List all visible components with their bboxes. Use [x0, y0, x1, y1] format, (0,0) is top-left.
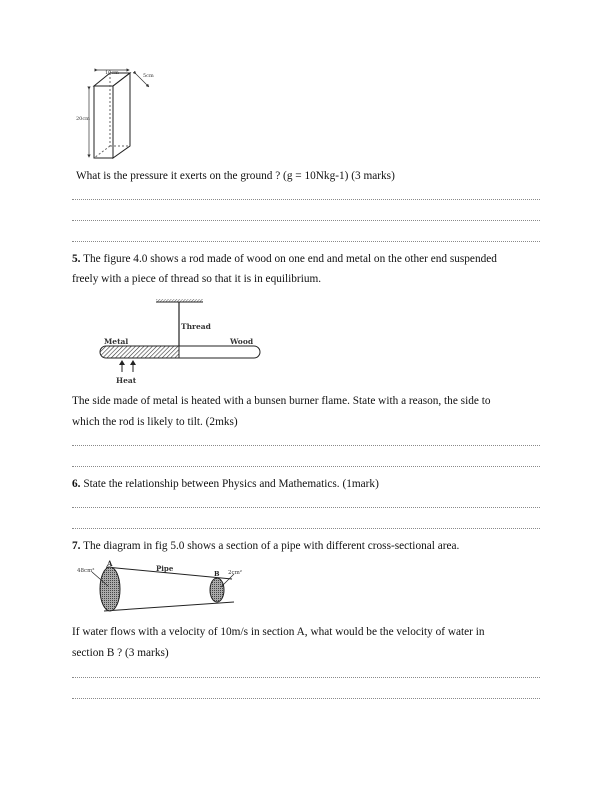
q6-number: 6.: [72, 478, 81, 490]
label-pipe: Pipe: [156, 564, 174, 573]
label-thread: Thread: [181, 322, 211, 331]
section-b: [210, 578, 224, 602]
q7-prompt-line2: section B ? (3 marks): [72, 647, 169, 659]
q7-number: 7.: [72, 540, 81, 552]
label-heat: Heat: [116, 376, 137, 385]
label-depth: 5cm: [143, 73, 154, 79]
rod-figure: [92, 296, 267, 388]
box-side-face: [113, 73, 130, 158]
box-figure: [72, 68, 167, 168]
answer-line[interactable]: [72, 677, 540, 678]
label-wood: Wood: [230, 337, 254, 346]
answer-line[interactable]: [72, 528, 540, 529]
label-width: 10cm: [105, 70, 119, 76]
q4-prompt: What is the pressure it exerts on the ground ? (g = 10Nkg-1) (3 marks): [76, 170, 395, 182]
q7-prompt-line1: If water flows with a velocity of 10m/s in section A, what would be the velocity of water in: [72, 626, 485, 638]
label-metal: Metal: [104, 337, 129, 346]
q5-prompt-line1: The side made of metal is heated with a bunsen burner flame. State with a reason, the side to: [72, 395, 491, 407]
q6-line: State the relationship between Physics and Mathematics. (1mark): [83, 478, 379, 490]
answer-line[interactable]: [72, 199, 540, 200]
answer-line[interactable]: [72, 445, 540, 446]
pipe-bottom-edge: [104, 602, 234, 611]
q5-text-line1: [72, 249, 497, 270]
answer-line[interactable]: [72, 698, 540, 699]
q6-text: [72, 474, 379, 495]
label-area-b: 2cm²: [228, 570, 242, 576]
answer-line[interactable]: [72, 220, 540, 221]
label-area-a: 48cm²: [77, 568, 95, 574]
pipe-figure: [74, 560, 244, 616]
q7-line: The diagram in fig 5.0 shows a section of a pipe with different cross-sectional area.: [83, 540, 460, 552]
q5-text-line2: freely with a piece of thread so that it is in equilibrium.: [72, 273, 322, 285]
section-a: [100, 567, 120, 611]
label-height: 20cm: [76, 116, 90, 122]
q5-prompt-line2: which the rod is likely to tilt. (2mks): [72, 416, 238, 428]
q5-line1: The figure 4.0 shows a rod made of wood on one end and metal on the other end suspended: [83, 253, 497, 265]
q7-text: [72, 536, 459, 557]
metal-section: [100, 346, 179, 358]
answer-line[interactable]: [72, 507, 540, 508]
label-b: B: [214, 570, 220, 578]
wood-section: [179, 346, 260, 358]
label-a: A: [107, 560, 113, 568]
q5-number: 5.: [72, 253, 81, 265]
answer-line[interactable]: [72, 241, 540, 242]
answer-line[interactable]: [72, 466, 540, 467]
